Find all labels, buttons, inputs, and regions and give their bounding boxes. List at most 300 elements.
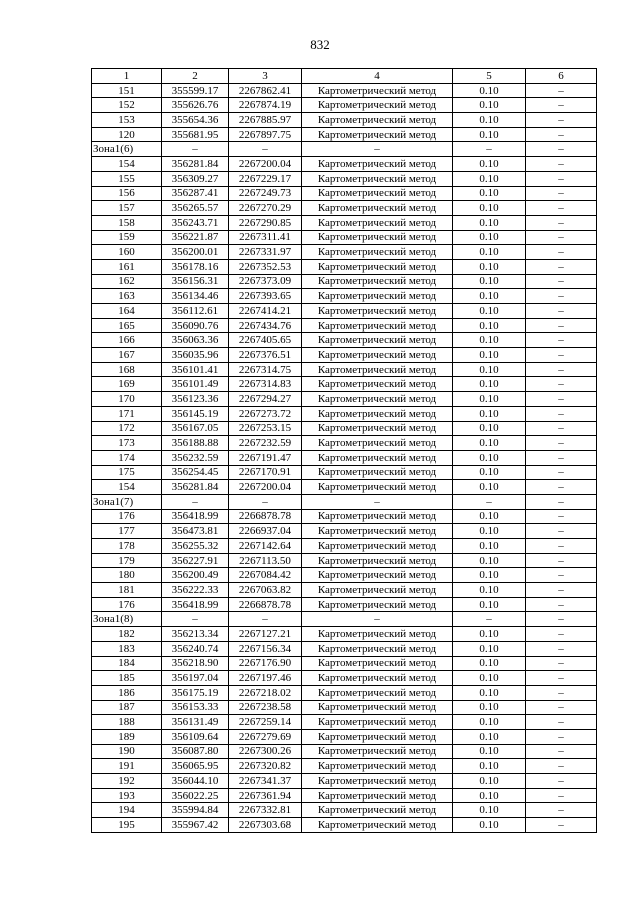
table-cell: 2267259.14 <box>229 715 302 730</box>
table-row <box>92 392 597 407</box>
table-cell: 356109.64 <box>162 729 229 744</box>
table-cell: Картометрический метод <box>302 377 453 392</box>
table-cell: 0.10 <box>453 215 526 230</box>
table-cell: 180 <box>92 568 162 583</box>
table-row <box>92 259 597 274</box>
table-row <box>92 333 597 348</box>
table-cell: 165 <box>92 318 162 333</box>
table-cell: – <box>526 700 597 715</box>
table-cell: – <box>526 450 597 465</box>
table-cell: 176 <box>92 509 162 524</box>
table-row <box>92 113 597 128</box>
table-cell: 0.10 <box>453 289 526 304</box>
table-cell: 0.10 <box>453 568 526 583</box>
table-cell: 355681.95 <box>162 127 229 142</box>
table-cell: 184 <box>92 656 162 671</box>
table-cell: 2267290.85 <box>229 215 302 230</box>
table-cell: 154 <box>92 157 162 172</box>
table-cell: Картометрический метод <box>302 436 453 451</box>
table-cell: Картометрический метод <box>302 333 453 348</box>
table-row <box>92 803 597 818</box>
table-cell: 173 <box>92 436 162 451</box>
table-row <box>92 583 597 598</box>
table-cell: 194 <box>92 803 162 818</box>
table-cell: 0.10 <box>453 274 526 289</box>
table-row <box>92 318 597 333</box>
table-cell: Картометрический метод <box>302 348 453 363</box>
table-cell: 0.10 <box>453 83 526 98</box>
table-row <box>92 274 597 289</box>
table-cell: – <box>526 803 597 818</box>
table-cell: – <box>526 318 597 333</box>
table-cell: 356218.90 <box>162 656 229 671</box>
table-cell: 0.10 <box>453 788 526 803</box>
table-cell: 356178.16 <box>162 259 229 274</box>
table-row <box>92 289 597 304</box>
table-cell: 356200.49 <box>162 568 229 583</box>
table-cell: 170 <box>92 392 162 407</box>
table-cell: Картометрический метод <box>302 127 453 142</box>
table-cell: 154 <box>92 480 162 495</box>
table-cell: Картометрический метод <box>302 289 453 304</box>
table-cell: 2267331.97 <box>229 245 302 260</box>
table-row <box>92 406 597 421</box>
table-row <box>92 597 597 612</box>
table-cell: 0.10 <box>453 377 526 392</box>
table-cell: 152 <box>92 98 162 113</box>
zone-row <box>92 494 597 509</box>
table-cell: 2267191.47 <box>229 450 302 465</box>
table-row <box>92 744 597 759</box>
table-cell: – <box>526 377 597 392</box>
table-cell: – <box>526 83 597 98</box>
table-cell: – <box>302 142 453 157</box>
table-cell: 356063.36 <box>162 333 229 348</box>
table-cell: – <box>526 744 597 759</box>
table-cell: 356243.71 <box>162 215 229 230</box>
table-cell: 2267300.26 <box>229 744 302 759</box>
table-cell: 162 <box>92 274 162 289</box>
table-cell: – <box>526 259 597 274</box>
table-cell: – <box>526 612 597 627</box>
table-cell: – <box>526 201 597 216</box>
table-cell: 186 <box>92 685 162 700</box>
table-cell: Картометрический метод <box>302 774 453 789</box>
table-cell: 0.10 <box>453 759 526 774</box>
table-row <box>92 774 597 789</box>
table-cell: 0.10 <box>453 803 526 818</box>
table-cell: – <box>526 142 597 157</box>
table-cell: – <box>526 568 597 583</box>
table-cell: Картометрический метод <box>302 171 453 186</box>
table-cell: 2267156.34 <box>229 641 302 656</box>
table-cell: 0.10 <box>453 392 526 407</box>
table-cell: 177 <box>92 524 162 539</box>
table-cell: – <box>526 774 597 789</box>
table-row <box>92 201 597 216</box>
table-cell: 159 <box>92 230 162 245</box>
table-cell: Картометрический метод <box>302 744 453 759</box>
table-cell: 0.10 <box>453 656 526 671</box>
table-cell: 175 <box>92 465 162 480</box>
table-cell: 0.10 <box>453 597 526 612</box>
table-cell: 356145.19 <box>162 406 229 421</box>
table-cell: 160 <box>92 245 162 260</box>
table-cell: 0.10 <box>453 98 526 113</box>
table-cell: 356197.04 <box>162 671 229 686</box>
table-cell: Картометрический метод <box>302 818 453 833</box>
table-cell: 0.10 <box>453 436 526 451</box>
table-row <box>92 304 597 319</box>
table-cell: Картометрический метод <box>302 245 453 260</box>
table-cell: 187 <box>92 700 162 715</box>
table-cell: – <box>526 215 597 230</box>
table-cell: 0.10 <box>453 127 526 142</box>
table-cell: – <box>526 171 597 186</box>
table-cell: – <box>453 142 526 157</box>
table-cell: Картометрический метод <box>302 157 453 172</box>
table-row <box>92 421 597 436</box>
table-cell: 2267218.02 <box>229 685 302 700</box>
table-cell: – <box>526 480 597 495</box>
table-cell: – <box>526 583 597 598</box>
table-cell: Картометрический метод <box>302 759 453 774</box>
table-cell: – <box>526 333 597 348</box>
table-cell: – <box>526 656 597 671</box>
table-cell: – <box>526 465 597 480</box>
table-cell: – <box>526 186 597 201</box>
table-cell: Картометрический метод <box>302 450 453 465</box>
table-row <box>92 157 597 172</box>
header-cell: 1 <box>92 69 162 84</box>
table-cell: 0.10 <box>453 818 526 833</box>
table-cell: 356065.95 <box>162 759 229 774</box>
table-cell: – <box>526 362 597 377</box>
table-cell: – <box>302 494 453 509</box>
table-cell: Картометрический метод <box>302 671 453 686</box>
table-row <box>92 759 597 774</box>
table-row <box>92 450 597 465</box>
table-cell: Картометрический метод <box>302 274 453 289</box>
table-cell: 0.10 <box>453 671 526 686</box>
table-cell: 2267176.90 <box>229 656 302 671</box>
table-cell: 2267200.04 <box>229 480 302 495</box>
table-cell: – <box>229 142 302 157</box>
table-row <box>92 641 597 656</box>
table-cell: 356265.57 <box>162 201 229 216</box>
table-cell: 192 <box>92 774 162 789</box>
coordinates-table <box>91 68 597 833</box>
header-row <box>92 69 597 84</box>
table-cell: 356123.36 <box>162 392 229 407</box>
table-cell: 356188.88 <box>162 436 229 451</box>
table-cell: 356134.46 <box>162 289 229 304</box>
table-cell: Картометрический метод <box>302 392 453 407</box>
table-cell: – <box>526 127 597 142</box>
table-cell: 0.10 <box>453 304 526 319</box>
table-cell: 2266878.78 <box>229 597 302 612</box>
table-cell: 356240.74 <box>162 641 229 656</box>
table-cell: 174 <box>92 450 162 465</box>
table-cell: 0.10 <box>453 553 526 568</box>
table-cell: 356167.05 <box>162 421 229 436</box>
table-cell: – <box>526 641 597 656</box>
table-cell: 2267434.76 <box>229 318 302 333</box>
table-cell: Картометрический метод <box>302 230 453 245</box>
table-row <box>92 127 597 142</box>
table-cell: 0.10 <box>453 480 526 495</box>
table-cell: 356281.84 <box>162 480 229 495</box>
table-row <box>92 715 597 730</box>
table-cell: – <box>453 612 526 627</box>
table-row <box>92 480 597 495</box>
table-cell: 355654.36 <box>162 113 229 128</box>
table-cell: 0.10 <box>453 774 526 789</box>
table-cell: 356101.41 <box>162 362 229 377</box>
table-cell: Картометрический метод <box>302 201 453 216</box>
table-cell: – <box>526 113 597 128</box>
table-cell: – <box>453 494 526 509</box>
table-cell: 2267352.53 <box>229 259 302 274</box>
zone-label: Зона1(8) <box>92 612 162 627</box>
page-number: 832 <box>310 37 330 52</box>
table-cell: 0.10 <box>453 171 526 186</box>
table-cell: 0.10 <box>453 245 526 260</box>
table-cell: 2267311.41 <box>229 230 302 245</box>
table-cell: Картометрический метод <box>302 318 453 333</box>
table-cell: 2267142.64 <box>229 539 302 554</box>
table-cell: 169 <box>92 377 162 392</box>
header-cell: 3 <box>229 69 302 84</box>
table-cell: Картометрический метод <box>302 406 453 421</box>
table-cell: 168 <box>92 362 162 377</box>
table-cell: 0.10 <box>453 583 526 598</box>
table-cell: 2267197.46 <box>229 671 302 686</box>
table-cell: 166 <box>92 333 162 348</box>
table-cell: 0.10 <box>453 157 526 172</box>
table-cell: 2267314.75 <box>229 362 302 377</box>
table-cell: 0.10 <box>453 539 526 554</box>
table-cell: 356213.34 <box>162 627 229 642</box>
table-cell: Картометрический метод <box>302 113 453 128</box>
table-cell: Картометрический метод <box>302 98 453 113</box>
table-cell: 183 <box>92 641 162 656</box>
table-cell: 2267373.09 <box>229 274 302 289</box>
table-row <box>92 436 597 451</box>
table-cell: 0.10 <box>453 685 526 700</box>
table-cell: – <box>526 274 597 289</box>
table-cell: Картометрический метод <box>302 421 453 436</box>
table-cell: – <box>526 818 597 833</box>
header-cell: 2 <box>162 69 229 84</box>
table-cell: – <box>229 612 302 627</box>
table-cell: Картометрический метод <box>302 480 453 495</box>
table-cell: 356309.27 <box>162 171 229 186</box>
table-row <box>92 671 597 686</box>
table-cell: 0.10 <box>453 186 526 201</box>
table-cell: 163 <box>92 289 162 304</box>
table-cell: – <box>526 157 597 172</box>
table-cell: 355626.76 <box>162 98 229 113</box>
table-cell: 2266937.04 <box>229 524 302 539</box>
table-cell: 2267332.81 <box>229 803 302 818</box>
table-row <box>92 83 597 98</box>
table-cell: – <box>526 436 597 451</box>
table-cell: 356227.91 <box>162 553 229 568</box>
table-cell: – <box>526 788 597 803</box>
table-cell: 356087.80 <box>162 744 229 759</box>
table-cell: 2267249.73 <box>229 186 302 201</box>
table-cell: 2267897.75 <box>229 127 302 142</box>
table-cell: – <box>526 509 597 524</box>
table-row <box>92 362 597 377</box>
table-row <box>92 818 597 833</box>
table-cell: 2267341.37 <box>229 774 302 789</box>
table-cell: 356254.45 <box>162 465 229 480</box>
table-cell: – <box>162 612 229 627</box>
table-cell: Картометрический метод <box>302 568 453 583</box>
table-cell: 0.10 <box>453 465 526 480</box>
table-cell: 2267874.19 <box>229 98 302 113</box>
table-row <box>92 627 597 642</box>
table-row <box>92 685 597 700</box>
header-cell: 6 <box>526 69 597 84</box>
table-cell: 356112.61 <box>162 304 229 319</box>
table-cell: 2267405.65 <box>229 333 302 348</box>
table-cell: 355599.17 <box>162 83 229 98</box>
table-row <box>92 568 597 583</box>
table-cell: 0.10 <box>453 450 526 465</box>
table-cell: 0.10 <box>453 113 526 128</box>
table-cell: 356232.59 <box>162 450 229 465</box>
table-cell: – <box>162 494 229 509</box>
table-cell: 2267393.65 <box>229 289 302 304</box>
table-cell: 2267200.04 <box>229 157 302 172</box>
table-cell: 2267113.50 <box>229 553 302 568</box>
table-cell: 0.10 <box>453 524 526 539</box>
table-row <box>92 524 597 539</box>
table-cell: 2267253.15 <box>229 421 302 436</box>
header-cell: 4 <box>302 69 453 84</box>
table-cell: – <box>526 553 597 568</box>
table-cell: – <box>302 612 453 627</box>
table-cell: Картометрический метод <box>302 509 453 524</box>
table-cell: – <box>526 685 597 700</box>
table-cell: 356418.99 <box>162 509 229 524</box>
table-cell: 356281.84 <box>162 157 229 172</box>
table-cell: – <box>526 406 597 421</box>
table-cell: 182 <box>92 627 162 642</box>
table-cell: – <box>526 627 597 642</box>
table-cell: 0.10 <box>453 700 526 715</box>
table-cell: 356156.31 <box>162 274 229 289</box>
table-cell: 0.10 <box>453 259 526 274</box>
table-cell: – <box>526 245 597 260</box>
table-cell: 190 <box>92 744 162 759</box>
table-cell: 0.10 <box>453 715 526 730</box>
table-cell: 0.10 <box>453 641 526 656</box>
table-cell: 356175.19 <box>162 685 229 700</box>
table-cell: – <box>526 421 597 436</box>
table-cell: – <box>526 392 597 407</box>
table-cell: – <box>526 729 597 744</box>
table-cell: 153 <box>92 113 162 128</box>
table-cell: 356035.96 <box>162 348 229 363</box>
table-row <box>92 656 597 671</box>
table-cell: Картометрический метод <box>302 524 453 539</box>
table-cell: Картометрический метод <box>302 259 453 274</box>
table-cell: 356101.49 <box>162 377 229 392</box>
table-cell: – <box>526 494 597 509</box>
table-cell: 356255.32 <box>162 539 229 554</box>
table-cell: Картометрический метод <box>302 83 453 98</box>
table-row <box>92 465 597 480</box>
table-cell: 2267238.58 <box>229 700 302 715</box>
table-cell: 356153.33 <box>162 700 229 715</box>
table-cell: Картометрический метод <box>302 700 453 715</box>
table-cell: 0.10 <box>453 348 526 363</box>
table-cell: 356200.01 <box>162 245 229 260</box>
table-row <box>92 215 597 230</box>
table-cell: 179 <box>92 553 162 568</box>
table-cell: Картометрический метод <box>302 539 453 554</box>
table-cell: 2267303.68 <box>229 818 302 833</box>
table-cell: Картометрический метод <box>302 715 453 730</box>
table-cell: 191 <box>92 759 162 774</box>
table-cell: 2267084.42 <box>229 568 302 583</box>
table-cell: 157 <box>92 201 162 216</box>
table-cell: 356473.81 <box>162 524 229 539</box>
table-cell: – <box>526 715 597 730</box>
table-cell: Картометрический метод <box>302 627 453 642</box>
table-cell: – <box>526 348 597 363</box>
table-cell: 188 <box>92 715 162 730</box>
zone-row <box>92 612 597 627</box>
table-cell: 0.10 <box>453 421 526 436</box>
table-cell: – <box>526 98 597 113</box>
table-row <box>92 245 597 260</box>
table-cell: 2267229.17 <box>229 171 302 186</box>
table-cell: 2267232.59 <box>229 436 302 451</box>
table-cell: 189 <box>92 729 162 744</box>
table-cell: 164 <box>92 304 162 319</box>
table-cell: Картометрический метод <box>302 656 453 671</box>
table-cell: Картометрический метод <box>302 803 453 818</box>
table-cell: 151 <box>92 83 162 98</box>
table-cell: – <box>526 524 597 539</box>
table-cell: 0.10 <box>453 509 526 524</box>
table-cell: 2267862.41 <box>229 83 302 98</box>
table-cell: Картометрический метод <box>302 465 453 480</box>
table-cell: 195 <box>92 818 162 833</box>
table-cell: 120 <box>92 127 162 142</box>
table-cell: 356287.41 <box>162 186 229 201</box>
table-cell: 0.10 <box>453 406 526 421</box>
table-cell: 155 <box>92 171 162 186</box>
table-cell: Картометрический метод <box>302 553 453 568</box>
table-cell: 2267294.27 <box>229 392 302 407</box>
table-cell: 356222.33 <box>162 583 229 598</box>
table-cell: 193 <box>92 788 162 803</box>
table-cell: 2267320.82 <box>229 759 302 774</box>
table-cell: Картометрический метод <box>302 304 453 319</box>
table-cell: – <box>526 289 597 304</box>
table-cell: 0.10 <box>453 318 526 333</box>
table-cell: 176 <box>92 597 162 612</box>
table-cell: 171 <box>92 406 162 421</box>
table-cell: – <box>526 230 597 245</box>
table-cell: 181 <box>92 583 162 598</box>
